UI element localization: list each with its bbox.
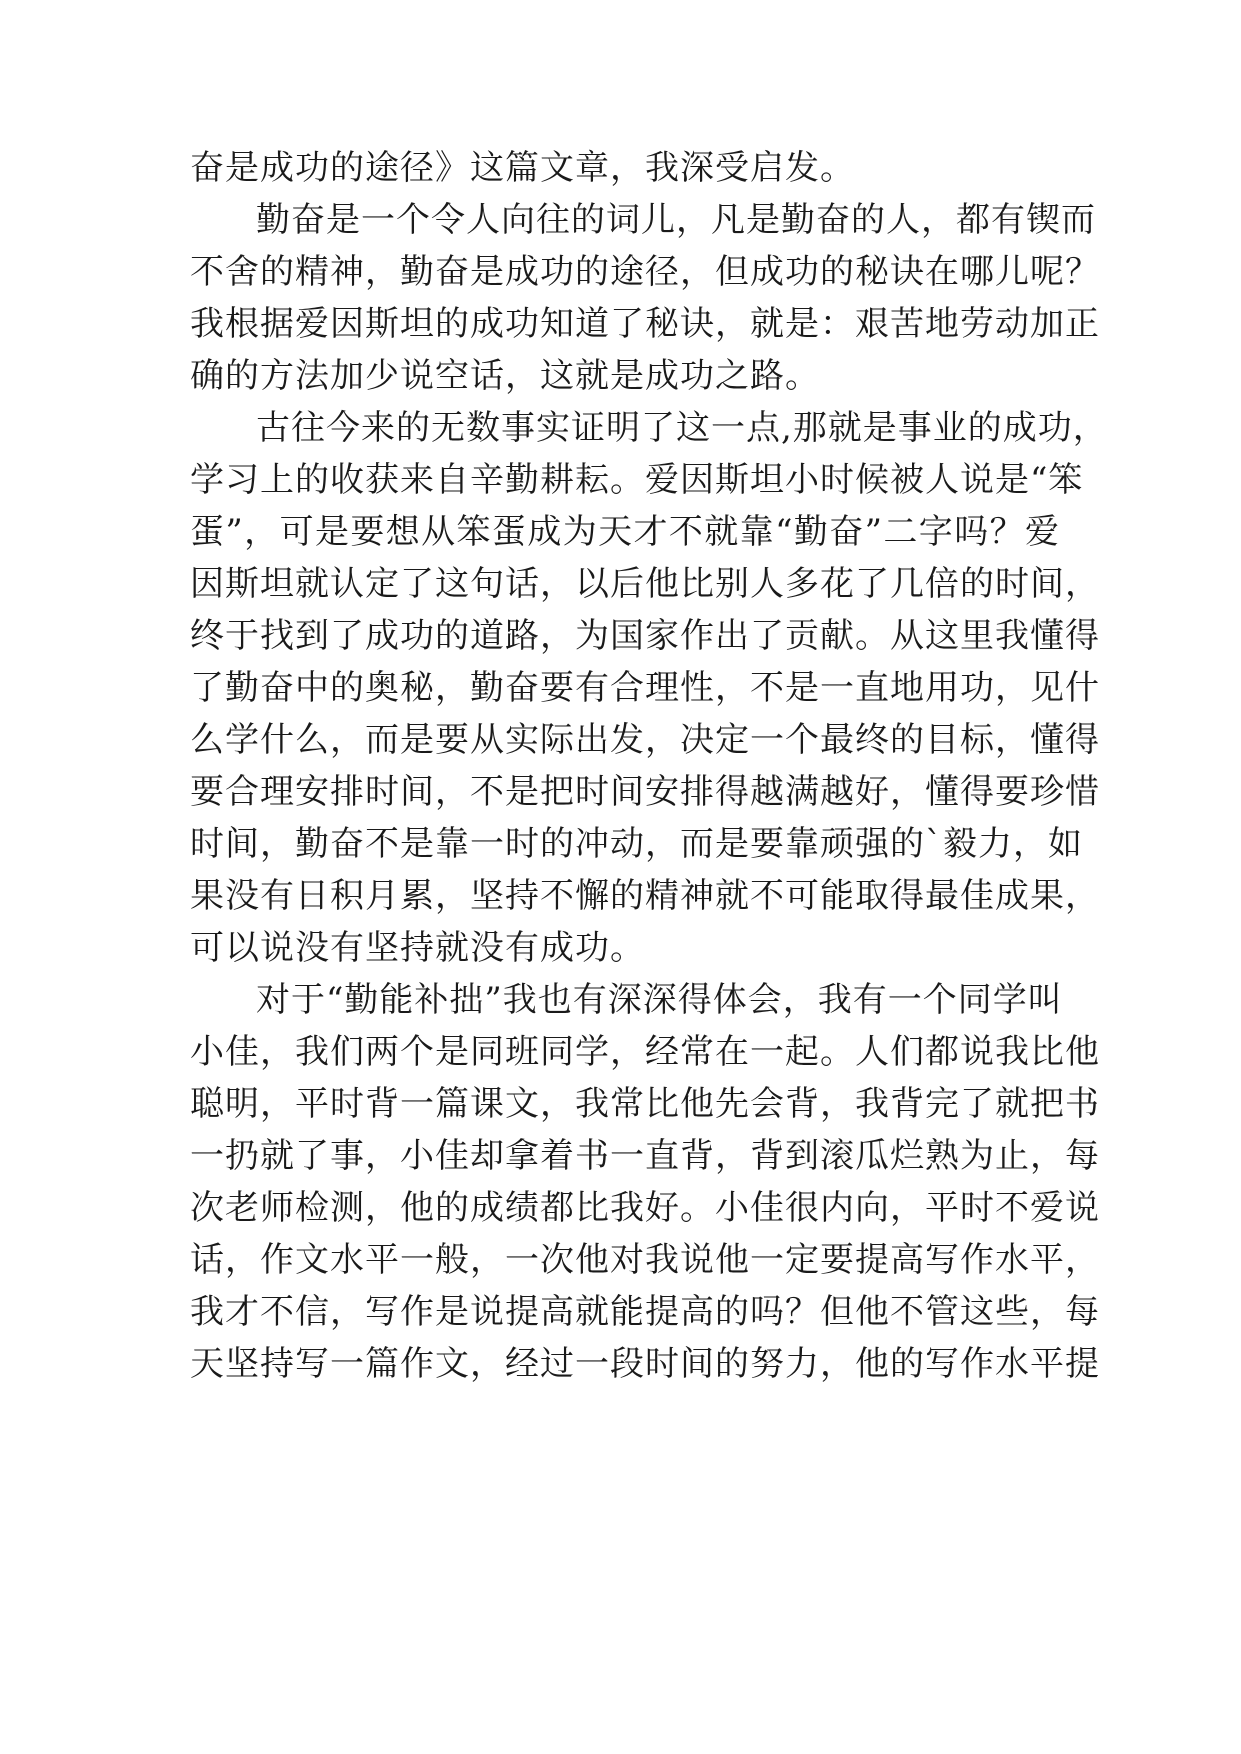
text-line: 古往今来的无数事实证明了这一点,那就是事业的成功， xyxy=(256,408,1108,448)
text-line: 可以说没有坚持就没有成功。 xyxy=(190,928,645,968)
text-line: 奋是成功的途径》这篇文章，我深受启发。 xyxy=(190,148,855,188)
text-line: 不舍的精神，勤奋是成功的途径，但成功的秘诀在哪儿呢？ xyxy=(190,252,1100,292)
text-line: 时间，勤奋不是靠一时的冲动，而是要靠顽强的`毅力，如 xyxy=(190,824,1083,864)
text-line: 确的方法加少说空话，这就是成功之路。 xyxy=(190,356,820,396)
text-line: 我根据爱因斯坦的成功知道了秘诀，就是：艰苦地劳动加正 xyxy=(190,304,1100,344)
text-line: 终于找到了成功的道路，为国家作出了贡献。从这里我懂得 xyxy=(190,616,1100,656)
text-line: 对于“勤能补拙”我也有深深得体会，我有一个同学叫 xyxy=(256,980,1063,1020)
text-line: 聪明，平时背一篇课文，我常比他先会背，我背完了就把书 xyxy=(190,1084,1100,1124)
text-line: 勤奋是一个令人向往的词儿，凡是勤奋的人，都有锲而 xyxy=(256,200,1096,240)
text-line: 一扔就了事，小佳却拿着书一直背，背到滚瓜烂熟为止，每 xyxy=(190,1136,1100,1176)
text-line: 了勤奋中的奥秘，勤奋要有合理性，不是一直地用功，见什 xyxy=(190,668,1100,708)
text-line: 次老师检测，他的成绩都比我好。小佳很内向，平时不爱说 xyxy=(190,1188,1100,1228)
text-line: 我才不信，写作是说提高就能提高的吗？但他不管这些，每 xyxy=(190,1292,1100,1332)
text-line: 么学什么，而是要从实际出发，决定一个最终的目标，懂得 xyxy=(190,720,1100,760)
text-line: 话，作文水平一般，一次他对我说他一定要提高写作水平， xyxy=(190,1240,1100,1280)
text-line: 小佳，我们两个是同班同学，经常在一起。人们都说我比他 xyxy=(190,1032,1100,1072)
text-line: 蛋”，可是要想从笨蛋成为天才不就靠“勤奋”二字吗？爱 xyxy=(190,512,1060,552)
text-line: 要合理安排时间，不是把时间安排得越满越好，懂得要珍惜 xyxy=(190,772,1100,812)
text-line: 学习上的收获来自辛勤耕耘。爱因斯坦小时候被人说是“笨 xyxy=(190,460,1084,500)
text-line: 果没有日积月累，坚持不懈的精神就不可能取得最佳成果， xyxy=(190,876,1100,916)
text-line: 天坚持写一篇作文，经过一段时间的努力，他的写作水平提 xyxy=(190,1344,1100,1384)
text-line: 因斯坦就认定了这句话，以后他比别人多花了几倍的时间， xyxy=(190,564,1100,604)
